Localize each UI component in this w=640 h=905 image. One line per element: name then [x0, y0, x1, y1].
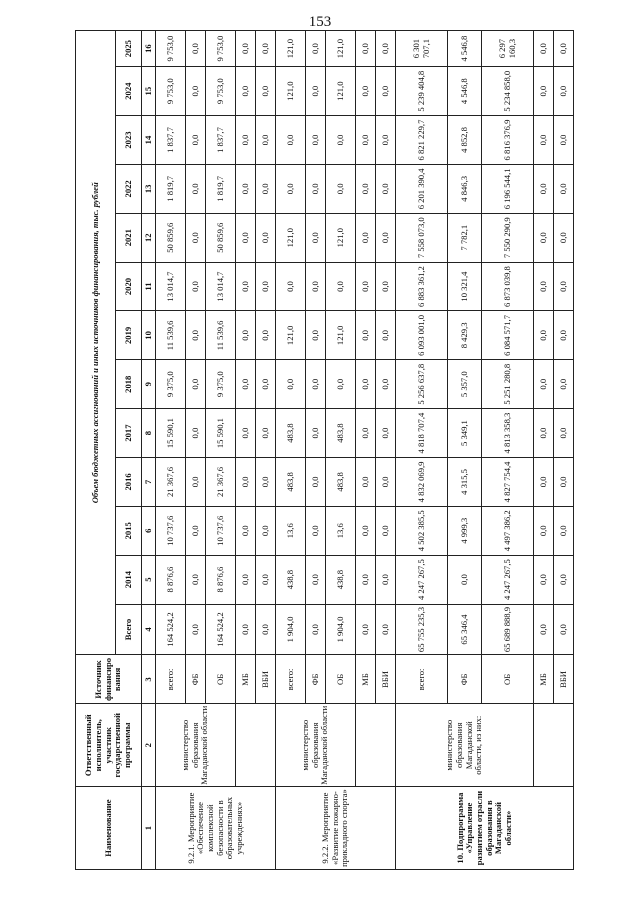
year-value-cell: 0,0 — [186, 555, 206, 604]
year-value-cell: 0,0 — [236, 311, 256, 360]
rotated-table-container — [75, 30, 570, 870]
year-value-cell: 0,0 — [186, 262, 206, 311]
year-value-cell: 483,8 — [326, 458, 356, 507]
year-value-cell: 0,0 — [356, 555, 376, 604]
source-cell: ОБ — [206, 655, 236, 704]
year-value-cell: 121,0 — [276, 31, 306, 67]
year-value-cell: 0,0 — [256, 164, 276, 213]
year-value-cell: 6 873 039,8 — [482, 262, 534, 311]
col-number: 14 — [142, 116, 156, 165]
year-value-cell: 10 737,6 — [156, 506, 186, 555]
table-row — [276, 31, 306, 870]
source-cell: МБ — [534, 655, 554, 704]
year-value-cell: 121,0 — [326, 31, 356, 67]
year-value-cell: 7 782,1 — [448, 213, 482, 262]
year-value-cell: 0,0 — [376, 164, 396, 213]
source-cell: ВБИ — [256, 655, 276, 704]
col-number: 9 — [142, 360, 156, 409]
year-value-cell: 0,0 — [186, 213, 206, 262]
year-value-cell: 0,0 — [306, 262, 326, 311]
year-value-cell: 483,8 — [276, 458, 306, 507]
header-year: 2022 — [116, 164, 142, 213]
year-value-cell: 0,0 — [276, 164, 306, 213]
year-value-cell: 121,0 — [276, 67, 306, 116]
year-value-cell: 50 859,6 — [156, 213, 186, 262]
executor-cell: министерство образования Магаданской области, из них: — [396, 704, 534, 787]
year-value-cell: 5 251 280,8 — [482, 360, 534, 409]
year-value-cell: 0,0 — [376, 67, 396, 116]
year-value-cell: 6 201 390,4 — [396, 164, 448, 213]
year-value-cell: 0,0 — [276, 262, 306, 311]
col-number: 1 — [142, 787, 156, 870]
year-value-cell: 0,0 — [554, 262, 574, 311]
year-value-cell: 4 827 754,4 — [482, 458, 534, 507]
year-value-cell: 9 753,0 — [156, 67, 186, 116]
year-value-cell: 6 301 707,1 — [396, 31, 448, 67]
year-value-cell: 0,0 — [236, 360, 256, 409]
year-value-cell: 0,0 — [306, 506, 326, 555]
year-value-cell: 483,8 — [326, 409, 356, 458]
year-value-cell: 9 753,0 — [206, 31, 236, 67]
year-value-cell: 4 852,8 — [448, 116, 482, 165]
year-value-cell: 0,0 — [554, 506, 574, 555]
year-value-cell: 0,0 — [306, 67, 326, 116]
year-value-cell: 15 590,1 — [206, 409, 236, 458]
col-number: 12 — [142, 213, 156, 262]
source-cell: ВБИ — [554, 655, 574, 704]
year-value-cell: 6 821 229,7 — [396, 116, 448, 165]
col-number: 8 — [142, 409, 156, 458]
year-value-cell: 0,0 — [376, 31, 396, 67]
year-value-cell: 0,0 — [534, 67, 554, 116]
total-value-cell: 0,0 — [306, 604, 326, 655]
year-value-cell: 0,0 — [376, 555, 396, 604]
table-row — [356, 31, 376, 870]
year-value-cell: 0,0 — [186, 31, 206, 67]
year-value-cell: 0,0 — [376, 506, 396, 555]
header-year: 2014 — [116, 555, 142, 604]
year-value-cell: 0,0 — [326, 262, 356, 311]
year-value-cell: 0,0 — [236, 262, 256, 311]
year-value-cell: 0,0 — [554, 458, 574, 507]
year-value-cell: 0,0 — [306, 311, 326, 360]
page-number: 153 — [308, 14, 332, 30]
year-value-cell: 1 837,7 — [156, 116, 186, 165]
total-value-cell: 0,0 — [186, 604, 206, 655]
year-value-cell: 9 753,0 — [156, 31, 186, 67]
year-value-cell: 121,0 — [326, 67, 356, 116]
year-value-cell: 10 321,4 — [448, 262, 482, 311]
year-value-cell: 50 859,6 — [206, 213, 236, 262]
header-year: 2020 — [116, 262, 142, 311]
year-value-cell: 0,0 — [306, 31, 326, 67]
year-value-cell: 0,0 — [256, 31, 276, 67]
col-number: 6 — [142, 506, 156, 555]
year-value-cell: 0,0 — [534, 262, 554, 311]
header-year: 2025 — [116, 31, 142, 67]
year-value-cell: 4 315,5 — [448, 458, 482, 507]
year-value-cell: 0,0 — [554, 31, 574, 67]
year-value-cell: 6 297 160,3 — [482, 31, 534, 67]
year-value-cell: 0,0 — [236, 213, 256, 262]
year-value-cell: 6 196 544,1 — [482, 164, 534, 213]
program-name-cell: 10. Подпрограмма «Управление развитием отрасли образования в Магаданской области» — [396, 787, 574, 870]
header-year: 2021 — [116, 213, 142, 262]
col-number: 10 — [142, 311, 156, 360]
col-number: 2 — [142, 704, 156, 787]
year-value-cell: 0,0 — [236, 116, 256, 165]
year-value-cell: 0,0 — [356, 31, 376, 67]
year-value-cell: 0,0 — [306, 213, 326, 262]
year-value-cell: 0,0 — [356, 67, 376, 116]
year-value-cell: 0,0 — [306, 164, 326, 213]
year-value-cell: 13 014,7 — [156, 262, 186, 311]
total-value-cell: 0,0 — [236, 604, 256, 655]
year-value-cell: 6 816 376,9 — [482, 116, 534, 165]
year-value-cell: 8 429,3 — [448, 311, 482, 360]
header-source: Источник финансирования — [76, 655, 142, 704]
year-value-cell: 0,0 — [326, 360, 356, 409]
source-cell: всего: — [396, 655, 448, 704]
col-number: 16 — [142, 31, 156, 67]
year-value-cell: 0,0 — [256, 458, 276, 507]
executor-cell: министерство образования Магаданской области — [156, 704, 236, 787]
header-year: 2019 — [116, 311, 142, 360]
source-cell: МБ — [236, 655, 256, 704]
year-value-cell: 5 349,1 — [448, 409, 482, 458]
total-value-cell: 1 904,0 — [276, 604, 306, 655]
header-year: 2015 — [116, 506, 142, 555]
year-value-cell: 5 357,0 — [448, 360, 482, 409]
year-value-cell: 0,0 — [306, 409, 326, 458]
total-value-cell: 0,0 — [356, 604, 376, 655]
year-value-cell: 0,0 — [554, 360, 574, 409]
year-value-cell: 0,0 — [376, 262, 396, 311]
year-value-cell: 13 014,7 — [206, 262, 236, 311]
table-body — [156, 31, 574, 870]
col-number: 15 — [142, 67, 156, 116]
year-value-cell: 0,0 — [256, 311, 276, 360]
table-row — [156, 31, 186, 870]
program-name-cell: 9.2.1. Мероприятие «Обеспечение комплексной безопасности в образовательных учреждениях» — [156, 787, 276, 870]
table-row — [396, 31, 448, 870]
col-number: 5 — [142, 555, 156, 604]
year-value-cell: 0,0 — [554, 164, 574, 213]
year-value-cell: 0,0 — [534, 164, 554, 213]
header-name: Наименование — [76, 787, 142, 870]
column-numbers-row — [142, 31, 156, 870]
year-value-cell: 121,0 — [276, 311, 306, 360]
year-value-cell: 10 737,6 — [206, 506, 236, 555]
year-value-cell: 4 247 267,5 — [396, 555, 448, 604]
year-value-cell: 0,0 — [186, 360, 206, 409]
year-value-cell: 438,8 — [276, 555, 306, 604]
year-value-cell: 4 546,8 — [448, 31, 482, 67]
year-value-cell: 0,0 — [256, 360, 276, 409]
year-value-cell: 4 999,3 — [448, 506, 482, 555]
total-value-cell: 65 755 235,3 — [396, 604, 448, 655]
year-value-cell: 0,0 — [186, 458, 206, 507]
header-year: 2018 — [116, 360, 142, 409]
source-cell: всего: — [276, 655, 306, 704]
year-value-cell: 11 539,6 — [206, 311, 236, 360]
year-value-cell: 6 084 571,7 — [482, 311, 534, 360]
year-value-cell: 0,0 — [236, 67, 256, 116]
year-value-cell: 0,0 — [236, 409, 256, 458]
year-value-cell: 4 813 358,3 — [482, 409, 534, 458]
col-number: 4 — [142, 604, 156, 655]
year-value-cell: 0,0 — [236, 555, 256, 604]
year-value-cell: 0,0 — [186, 506, 206, 555]
year-value-cell: 0,0 — [256, 67, 276, 116]
year-value-cell: 1 819,7 — [206, 164, 236, 213]
year-value-cell: 0,0 — [534, 31, 554, 67]
source-cell: ФБ — [306, 655, 326, 704]
year-value-cell: 0,0 — [186, 67, 206, 116]
year-value-cell: 0,0 — [306, 360, 326, 409]
year-value-cell: 0,0 — [356, 164, 376, 213]
year-value-cell: 438,8 — [326, 555, 356, 604]
year-value-cell: 8 876,6 — [206, 555, 236, 604]
year-value-cell: 0,0 — [236, 164, 256, 213]
year-value-cell: 0,0 — [306, 458, 326, 507]
total-value-cell: 1 904,0 — [326, 604, 356, 655]
year-value-cell: 1 819,7 — [156, 164, 186, 213]
year-value-cell: 4 818 707,4 — [396, 409, 448, 458]
year-value-cell: 0,0 — [356, 409, 376, 458]
year-value-cell: 4 846,3 — [448, 164, 482, 213]
executor-empty-cell — [236, 704, 276, 787]
source-cell: МБ — [356, 655, 376, 704]
year-value-cell: 0,0 — [356, 506, 376, 555]
year-value-cell: 121,0 — [276, 213, 306, 262]
year-value-cell: 0,0 — [356, 458, 376, 507]
year-value-cell: 0,0 — [256, 555, 276, 604]
year-value-cell: 4 247 267,5 — [482, 555, 534, 604]
year-value-cell: 0,0 — [554, 213, 574, 262]
year-value-cell: 0,0 — [186, 311, 206, 360]
source-cell: ОБ — [326, 655, 356, 704]
year-value-cell: 0,0 — [534, 506, 554, 555]
source-cell: ФБ — [448, 655, 482, 704]
year-value-cell: 0,0 — [376, 409, 396, 458]
year-value-cell: 121,0 — [326, 213, 356, 262]
year-value-cell: 0,0 — [534, 311, 554, 360]
year-value-cell: 0,0 — [256, 262, 276, 311]
header-total: Всего — [116, 604, 142, 655]
executor-empty-cell — [534, 704, 574, 787]
year-value-cell: 0,0 — [306, 555, 326, 604]
year-value-cell: 13,6 — [326, 506, 356, 555]
year-value-cell: 0,0 — [554, 311, 574, 360]
year-value-cell: 9 753,0 — [206, 67, 236, 116]
header-funding-group: Объем бюджетных ассигнований и иных источников финансирования, тыс. рублей — [76, 31, 116, 656]
year-value-cell: 0,0 — [236, 506, 256, 555]
year-value-cell: 5 239 404,8 — [396, 67, 448, 116]
year-value-cell: 121,0 — [326, 311, 356, 360]
year-value-cell: 0,0 — [356, 262, 376, 311]
program-name-cell: 9.2.2. Мероприятие «Развитие пожарно-прикладного спорта» — [276, 787, 396, 870]
col-number: 13 — [142, 164, 156, 213]
header-year: 2023 — [116, 116, 142, 165]
year-value-cell: 4 832 069,9 — [396, 458, 448, 507]
year-value-cell: 0,0 — [326, 164, 356, 213]
year-value-cell: 0,0 — [554, 409, 574, 458]
total-value-cell: 0,0 — [376, 604, 396, 655]
year-value-cell: 0,0 — [356, 213, 376, 262]
year-value-cell: 5 256 637,8 — [396, 360, 448, 409]
year-value-cell: 0,0 — [186, 409, 206, 458]
year-value-cell: 4 497 386,2 — [482, 506, 534, 555]
year-value-cell: 0,0 — [356, 360, 376, 409]
year-value-cell: 0,0 — [256, 116, 276, 165]
year-value-cell: 5 234 858,0 — [482, 67, 534, 116]
year-value-cell: 0,0 — [376, 213, 396, 262]
year-value-cell: 13,6 — [276, 506, 306, 555]
year-value-cell: 0,0 — [554, 555, 574, 604]
total-value-cell: 0,0 — [554, 604, 574, 655]
year-value-cell: 15 590,1 — [156, 409, 186, 458]
year-value-cell: 0,0 — [376, 311, 396, 360]
year-value-cell: 7 550 290,9 — [482, 213, 534, 262]
total-value-cell: 164 524,2 — [156, 604, 186, 655]
year-value-cell: 0,0 — [554, 116, 574, 165]
col-number: 11 — [142, 262, 156, 311]
year-value-cell: 21 367,6 — [156, 458, 186, 507]
year-value-cell: 6 883 361,2 — [396, 262, 448, 311]
year-value-cell: 11 539,6 — [156, 311, 186, 360]
year-value-cell: 9 375,0 — [206, 360, 236, 409]
total-value-cell: 65 346,4 — [448, 604, 482, 655]
table-row — [236, 31, 256, 870]
year-value-cell: 1 837,7 — [206, 116, 236, 165]
col-number: 7 — [142, 458, 156, 507]
year-value-cell: 0,0 — [276, 116, 306, 165]
year-value-cell: 0,0 — [356, 116, 376, 165]
header-year: 2024 — [116, 67, 142, 116]
year-value-cell: 0,0 — [356, 311, 376, 360]
year-value-cell: 0,0 — [256, 506, 276, 555]
total-value-cell: 164 524,2 — [206, 604, 236, 655]
year-value-cell: 0,0 — [554, 67, 574, 116]
source-cell: всего: — [156, 655, 186, 704]
total-value-cell: 0,0 — [534, 604, 554, 655]
year-value-cell: 21 367,6 — [206, 458, 236, 507]
header-year: 2016 — [116, 458, 142, 507]
source-cell: ФБ — [186, 655, 206, 704]
year-value-cell: 6 093 001,0 — [396, 311, 448, 360]
year-value-cell: 0,0 — [534, 555, 554, 604]
year-value-cell: 0,0 — [306, 116, 326, 165]
year-value-cell: 0,0 — [376, 116, 396, 165]
year-value-cell: 0,0 — [186, 116, 206, 165]
source-cell: ОБ — [482, 655, 534, 704]
year-value-cell: 0,0 — [534, 116, 554, 165]
year-value-cell: 0,0 — [448, 555, 482, 604]
year-value-cell: 0,0 — [256, 213, 276, 262]
year-value-cell: 0,0 — [256, 409, 276, 458]
year-value-cell: 483,8 — [276, 409, 306, 458]
executor-cell: министерство образования Магаданской области — [276, 704, 356, 787]
source-cell: ВБИ — [376, 655, 396, 704]
total-value-cell: 0,0 — [256, 604, 276, 655]
year-value-cell: 0,0 — [276, 360, 306, 409]
total-value-cell: 65 689 888,9 — [482, 604, 534, 655]
year-value-cell: 0,0 — [236, 458, 256, 507]
year-value-cell: 4 546,8 — [448, 67, 482, 116]
year-value-cell: 4 502 385,5 — [396, 506, 448, 555]
header-executor: Ответственный исполнитель, участник государственной программы — [76, 704, 142, 787]
year-value-cell: 0,0 — [186, 164, 206, 213]
year-value-cell: 0,0 — [326, 116, 356, 165]
year-value-cell: 0,0 — [236, 31, 256, 67]
executor-empty-cell — [356, 704, 396, 787]
col-number: 3 — [142, 655, 156, 704]
table-row — [534, 31, 554, 870]
year-value-cell: 0,0 — [376, 360, 396, 409]
year-value-cell: 0,0 — [534, 458, 554, 507]
year-value-cell: 9 375,0 — [156, 360, 186, 409]
year-value-cell: 0,0 — [534, 409, 554, 458]
year-value-cell: 7 558 073,0 — [396, 213, 448, 262]
financing-table — [75, 30, 574, 870]
year-value-cell: 8 876,6 — [156, 555, 186, 604]
header-year: 2017 — [116, 409, 142, 458]
year-value-cell: 0,0 — [376, 458, 396, 507]
year-value-cell: 0,0 — [534, 213, 554, 262]
year-value-cell: 0,0 — [534, 360, 554, 409]
